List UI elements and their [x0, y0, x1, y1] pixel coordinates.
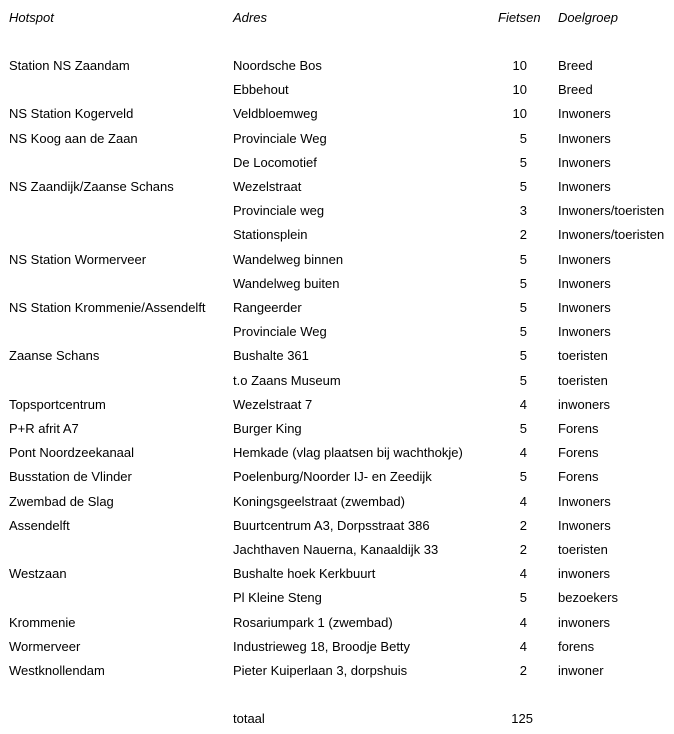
cell-doelgroep: Inwoners: [558, 300, 611, 315]
header-hotspot: Hotspot: [9, 10, 54, 25]
cell-adres: Industrieweg 18, Broodje Betty: [233, 638, 411, 654]
cell-doelgroep: toeristen: [558, 542, 608, 557]
cell-doelgroep: Inwoners: [558, 154, 611, 170]
table-row: [0, 154, 674, 178]
table-row: [0, 81, 674, 105]
cell-hotspot: Wormerveer: [9, 638, 81, 654]
cell-adres: Buurtcentrum A3, Dorpsstraat 386: [233, 517, 430, 533]
cell-doelgroep: Inwoners/toeristen: [558, 203, 665, 219]
cell-doelgroep: Forens: [558, 421, 599, 436]
cell-fietsen: 3: [519, 203, 527, 219]
cell-adres: Wandelweg binnen: [233, 251, 344, 267]
table-row: [0, 372, 674, 396]
cell-hotspot: NS Koog aan de Zaan: [9, 130, 138, 146]
table-row: [0, 275, 674, 299]
cell-fietsen: 4: [519, 614, 527, 630]
cell-adres: Provinciale weg: [233, 203, 325, 219]
cell-hotspot: Pont Noordzeekanaal: [9, 445, 135, 461]
cell-hotspot: Westzaan: [9, 566, 67, 582]
cell-doelgroep: Inwoners: [558, 493, 611, 509]
cell-adres: Wezelstraat: [233, 179, 302, 194]
cell-doelgroep: toeristen: [558, 348, 608, 364]
cell-doelgroep: Breed: [558, 82, 593, 98]
cell-doelgroep: Inwoners: [558, 324, 611, 340]
cell-fietsen: 4: [519, 396, 527, 412]
cell-fietsen: 2: [519, 663, 527, 678]
cell-fietsen: 4: [519, 445, 527, 461]
cell-hotspot: Assendelft: [9, 517, 70, 533]
cell-doelgroep: inwoners: [558, 396, 611, 412]
cell-adres: Koningsgeelstraat (zwembad): [233, 493, 405, 509]
table-row: [0, 662, 674, 686]
table-row: [0, 444, 674, 468]
cell-fietsen: 2: [519, 517, 527, 533]
cell-adres: Stationsplein: [233, 227, 308, 243]
cell-doelgroep: inwoners: [558, 566, 611, 582]
cell-fietsen: 5: [519, 348, 527, 364]
cell-doelgroep: bezoekers: [558, 590, 618, 606]
cell-fietsen: 4: [519, 638, 527, 654]
table-row: [0, 57, 674, 81]
cell-adres: Wezelstraat 7: [233, 396, 313, 412]
cell-fietsen: 5: [519, 154, 527, 170]
table-row: [0, 493, 674, 517]
cell-doelgroep: Inwoners: [558, 106, 611, 122]
cell-hotspot: Zaanse Schans: [9, 348, 100, 364]
cell-doelgroep: Forens: [558, 469, 599, 485]
table-row: [0, 105, 674, 129]
cell-adres: Bushalte 361: [233, 348, 309, 364]
total-value: 125: [511, 711, 533, 726]
table-row: [0, 517, 674, 541]
header-fietsen: Fietsen: [498, 10, 541, 25]
cell-hotspot: P+R afrit A7: [9, 421, 79, 436]
cell-doelgroep: Inwoners/toeristen: [558, 227, 665, 243]
table-row: [0, 396, 674, 420]
cell-doelgroep: Forens: [558, 445, 599, 461]
cell-adres: Provinciale Weg: [233, 324, 327, 340]
table-row: [0, 468, 674, 492]
cell-fietsen: 10: [512, 58, 527, 73]
cell-fietsen: 5: [519, 372, 527, 388]
cell-adres: De Locomotief: [233, 154, 317, 170]
cell-adres: Rosariumpark 1 (zwembad): [233, 614, 393, 630]
cell-doelgroep: Inwoners: [558, 517, 611, 533]
cell-fietsen: 5: [519, 300, 527, 315]
cell-fietsen: 5: [519, 275, 527, 291]
cell-hotspot: NS Station Kogerveld: [9, 106, 134, 122]
cell-hotspot: Busstation de Vlinder: [9, 469, 132, 485]
cell-hotspot: Westknollendam: [9, 663, 105, 678]
cell-adres: Jachthaven Nauerna, Kanaaldijk 33: [233, 542, 439, 557]
cell-adres: Ebbehout: [233, 82, 289, 98]
table-row: [0, 202, 674, 226]
cell-doelgroep: Inwoners: [558, 251, 611, 267]
table-row: [0, 589, 674, 613]
cell-fietsen: 4: [519, 566, 527, 582]
cell-fietsen: 5: [519, 130, 527, 146]
table-header: [0, 9, 674, 33]
table-row: [0, 178, 674, 202]
table-row: [0, 565, 674, 589]
cell-adres: Rangeerder: [233, 300, 302, 315]
table-row: [0, 614, 674, 638]
cell-doelgroep: Inwoners: [558, 130, 611, 146]
cell-fietsen: 5: [519, 179, 527, 194]
cell-fietsen: 5: [519, 590, 527, 606]
cell-hotspot: NS Zaandijk/Zaanse Schans: [9, 179, 174, 194]
cell-doelgroep: inwoner: [558, 663, 604, 678]
cell-doelgroep: Inwoners: [558, 275, 611, 291]
cell-adres: Provinciale Weg: [233, 130, 327, 146]
cell-fietsen: 2: [519, 542, 527, 557]
cell-adres: Bushalte hoek Kerkbuurt: [233, 566, 376, 582]
cell-fietsen: 10: [512, 106, 527, 122]
cell-hotspot: NS Station Wormerveer: [9, 251, 147, 267]
cell-adres: Wandelweg buiten: [233, 275, 340, 291]
cell-doelgroep: inwoners: [558, 614, 611, 630]
cell-adres: Burger King: [233, 421, 302, 436]
cell-fietsen: 10: [512, 82, 527, 98]
cell-doelgroep: Breed: [558, 58, 593, 73]
table-row: [0, 251, 674, 275]
table-row: [0, 130, 674, 154]
header-doelgroep: Doelgroep: [558, 10, 618, 25]
cell-hotspot: Zwembad de Slag: [9, 493, 114, 509]
cell-hotspot: Topsportcentrum: [9, 396, 106, 412]
cell-hotspot: Krommenie: [9, 614, 76, 630]
cell-hotspot: NS Station Krommenie/Assendelft: [9, 300, 206, 315]
cell-fietsen: 5: [519, 324, 527, 340]
cell-fietsen: 4: [519, 493, 527, 509]
header-adres: Adres: [233, 10, 267, 25]
table-row: [0, 226, 674, 250]
table-row: [0, 347, 674, 371]
cell-fietsen: 5: [519, 469, 527, 485]
total-row: [0, 710, 674, 734]
table-row: [0, 541, 674, 565]
table-row: [0, 420, 674, 444]
cell-adres: Pl Kleine Steng: [233, 590, 322, 606]
cell-fietsen: 2: [519, 227, 527, 243]
cell-doelgroep: forens: [558, 638, 595, 654]
cell-adres: Noordsche Bos: [233, 58, 322, 73]
cell-fietsen: 5: [519, 251, 527, 267]
table-row: [0, 638, 674, 662]
cell-adres: Pieter Kuiperlaan 3, dorpshuis: [233, 663, 408, 678]
cell-adres: t.o Zaans Museum: [233, 372, 341, 388]
cell-doelgroep: toeristen: [558, 372, 608, 388]
table-row: [0, 323, 674, 347]
cell-fietsen: 5: [519, 421, 527, 436]
cell-doelgroep: Inwoners: [558, 179, 611, 194]
cell-adres: Poelenburg/Noorder IJ- en Zeedijk: [233, 469, 432, 485]
total-label: totaal: [233, 711, 265, 726]
table-row: [0, 299, 674, 323]
cell-adres: Hemkade (vlag plaatsen bij wachthokje): [233, 445, 463, 461]
cell-adres: Veldbloemweg: [233, 106, 318, 122]
cell-hotspot: Station NS Zaandam: [9, 58, 130, 73]
